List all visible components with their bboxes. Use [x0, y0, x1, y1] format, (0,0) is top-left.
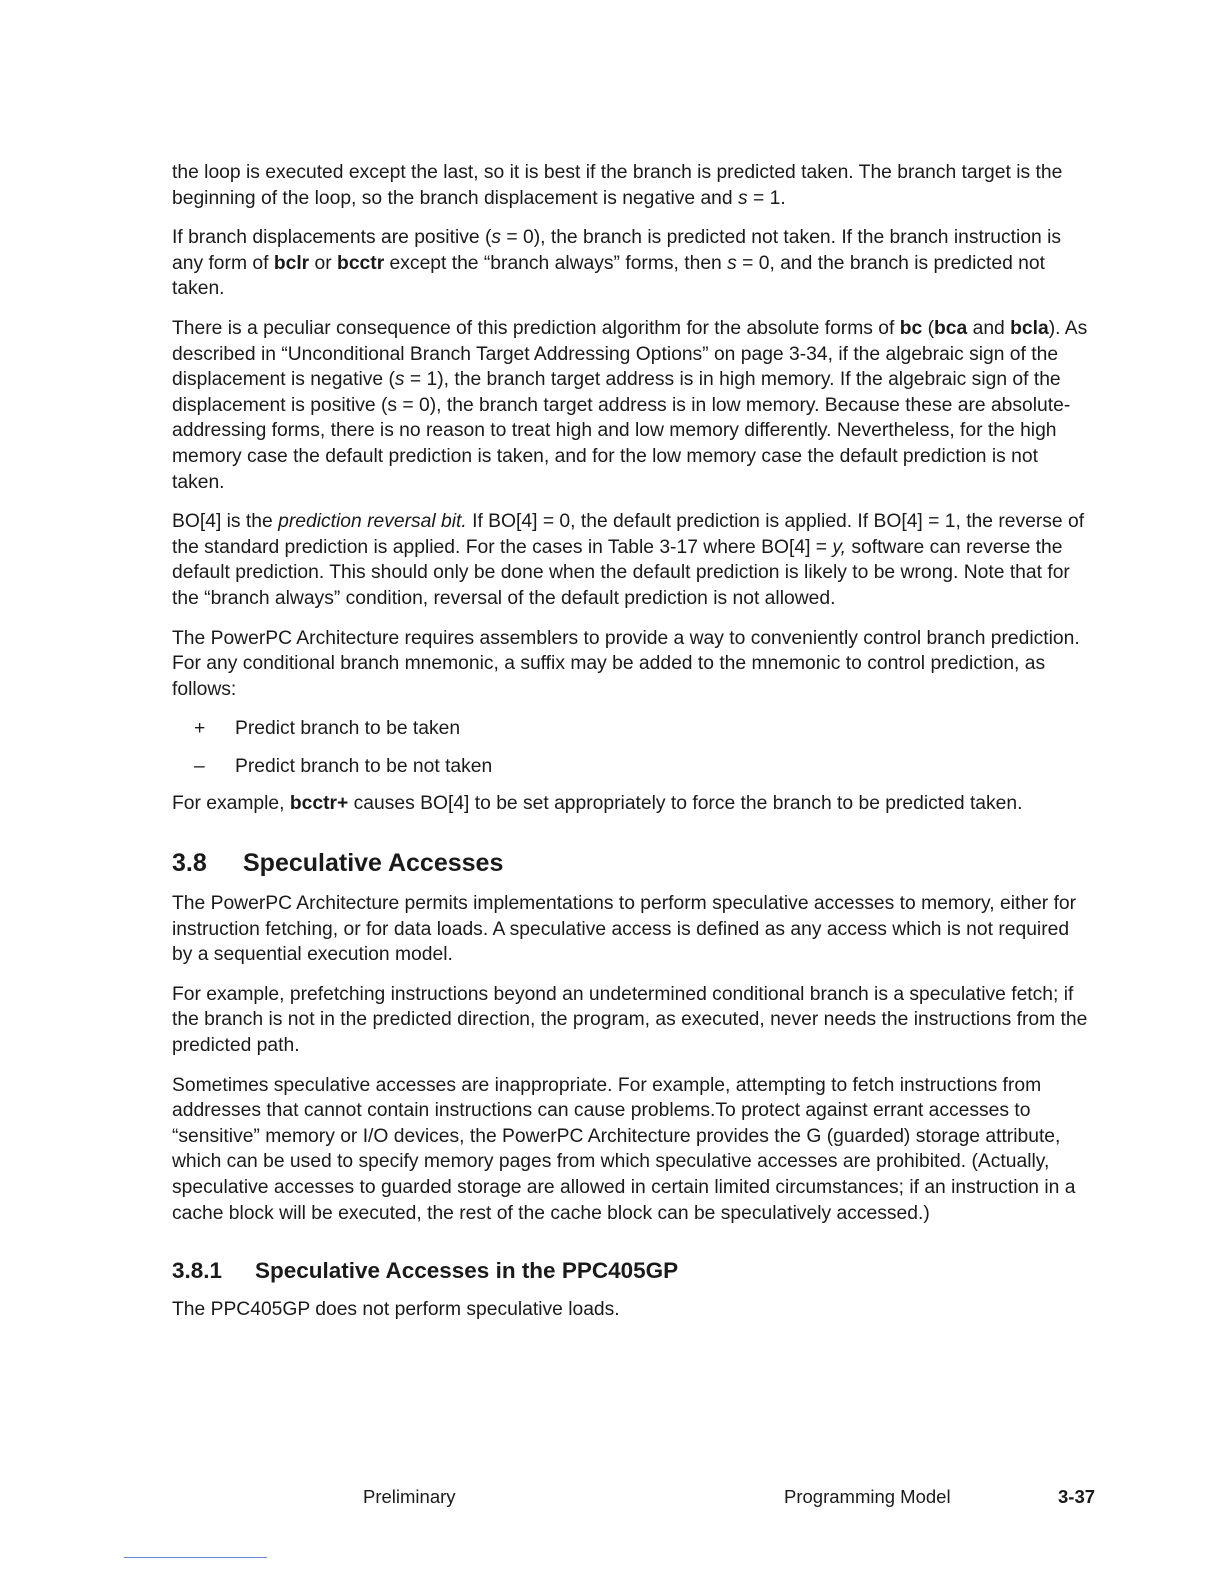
mnemonic-bc: bc: [899, 317, 923, 339]
suffix-list: [172, 716, 1092, 779]
paragraph-speculative-example: For example, prefetching instructions beyond an undetermined conditional branch is a speculative fetch; if the branch is not in the predicted direction, the program, as executed, never needs the instructions from the predicted path.: [172, 983, 1088, 1057]
list-item-text: Predict branch to be taken: [235, 718, 461, 740]
minus-symbol: –: [194, 755, 205, 777]
section-heading: [172, 847, 1092, 879]
paragraph-loop-prediction: the loop is executed except the last, so it is best if the branch is predicted taken. The branch target is the beginning of the loop, so the branch displacement is negative and s = 1.: [172, 162, 1063, 209]
mnemonic-bcctr: bcctr: [337, 252, 385, 274]
section-number: 3.8: [172, 849, 207, 878]
paragraph-guarded-storage: Sometimes speculative accesses are inappropriate. For example, attempting to fetch instructions from addresses that cannot contain instructions can cause problems.To protect against errant accesses to “sensitive” memory or I/O devices, the PowerPC Architecture provides the G (guarded) storage attribute, which can be used to specify memory pages from which speculative accesses are prohibited. (Actually, speculative accesses to guarded storage are allowed in certain limited circumstances; if an instruction in a cache block will be executed, the rest of the cache block can be speculatively accessed.): [172, 1074, 1076, 1224]
list-item: [172, 716, 1092, 742]
mnemonic-bcla: bcla: [1010, 317, 1049, 339]
subsection-number: 3.8.1: [172, 1258, 223, 1284]
section-title: Speculative Accesses: [243, 849, 504, 878]
mnemonic-bca: bca: [934, 317, 968, 339]
subsection-heading: [172, 1256, 1092, 1286]
mnemonic-bcctr-plus: bcctr+: [289, 793, 349, 815]
paragraph-absolute-forms: There is a peculiar consequence of this prediction algorithm for the absolute forms of bc (bca and bcla). As described in “Unconditional Branch Target Addressing Options” on page 3-34, if the algebraic sign of the displacement is negative (s = 1), the branch target address is in high memory. If the algebraic sign of the displacement is positive (s = 0), the branch target address is in low memory. Because these are absolute-addressing forms, there is no reason to treat high and low memory differently. Nevertheless, for the high memory case the default prediction is taken, and for the low memory case the default prediction is not taken.: [172, 317, 1088, 493]
var-s: s: [727, 252, 737, 274]
list-item: [172, 754, 1092, 780]
var-y: y,: [832, 536, 846, 558]
bottom-rule: [124, 1557, 267, 1558]
paragraph-positive-displacement: If branch displacements are positive (s = 0), the branch is predicted not taken. If the branch instruction is any form of bclr or bcctr except the “branch always” forms, then s = 0, and the branch is predicted not taken.: [172, 227, 1062, 300]
term-prediction-reversal-bit: prediction reversal bit.: [278, 511, 467, 533]
paragraph-assembler-suffix: The PowerPC Architecture requires assemblers to provide a way to conveniently control branch prediction. For any conditional branch mnemonic, a suffix may be added to the mnemonic to control prediction, as follows:: [172, 627, 1080, 700]
paragraph-bcctr-example: For example, bcctr+ causes BO[4] to be set appropriately to force the branch to be predicted taken.: [172, 793, 1023, 815]
var-s: s: [394, 369, 405, 391]
var-s: s: [491, 227, 502, 249]
list-item-text: Predict branch to be not taken: [235, 755, 493, 777]
page-number: 3-37: [1058, 1486, 1096, 1507]
paragraph-prediction-reversal: BO[4] is the prediction reversal bit. If BO[4] = 0, the default prediction is applied. If BO[4] = 1, the reverse of the standard prediction is applied. For the cases in Table 3-17 where BO[4] = y, software can reverse the default prediction. This should only be done when the default prediction is likely to be wrong. Note that for the “branch always” condition, reversal of the default prediction is not allowed.: [172, 511, 1085, 609]
document-body: [172, 160, 1092, 1337]
plus-symbol: +: [194, 718, 206, 740]
footer-status: Preliminary: [363, 1486, 456, 1507]
footer-chapter-title: Programming Model: [784, 1486, 951, 1507]
subsection-title: Speculative Accesses in the PPC405GP: [255, 1258, 679, 1284]
var-s: s: [737, 187, 748, 209]
paragraph-ppc405gp: The PPC405GP does not perform speculative loads.: [172, 1299, 620, 1321]
mnemonic-bclr: bclr: [273, 252, 310, 274]
paragraph-speculative-definition: The PowerPC Architecture permits implementations to perform speculative accesses to memory, either for instruction fetching, or for data loads. A speculative access is defined as any access which is not required by a sequential execution model.: [172, 893, 1077, 966]
